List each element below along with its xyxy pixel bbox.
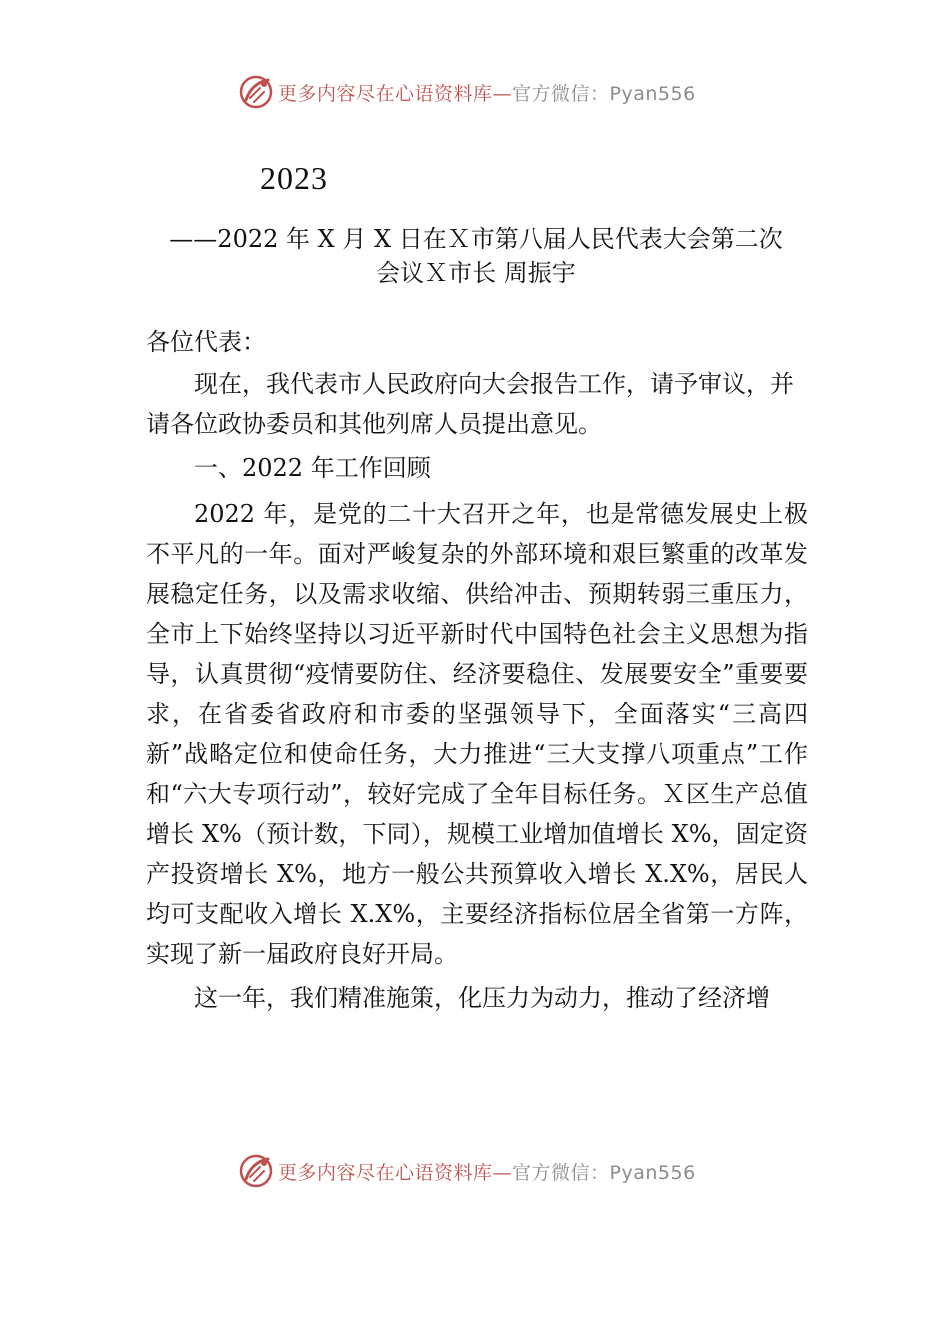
section-heading: 一、2022 年工作回顾 — [194, 454, 431, 482]
watermark-wechat-id: Pyan556 — [609, 82, 696, 105]
watermark-text — [278, 1158, 696, 1185]
watermark-brand: 更多内容尽在心语资料库 — [278, 82, 493, 105]
watermark-footer — [238, 1151, 758, 1191]
last-paragraph: 这一年，我们精准施策，化压力为动力，推动了经济增 — [194, 984, 770, 1012]
watermark-official-label: 官方微信： — [512, 82, 610, 105]
main-paragraph: 2022 年，是党的二十大召开之年，也是常德发展史上极不平凡的一年。面对严峻复杂的外部环境和艰巨繁重的改革发展稳定任务，以及需求收缩、供给冲击、预期转弱三重压力，全市上下始终坚持以习近平新时代中国特色社会主义思想为指导，认真贯彻“疫情要防住、经济要稳住、发展要安全”重要要求，在省委省政府和市委的坚强领导下，全面落实“三高四新”战略定位和使命任务，大力推进“三大支撑八项重点”工作和“六大专项行动”，较好完成了全年目标任务。Ｘ区生产总值增长 X%（预计数，下同），规模工业增加值增长 X%，固定资产投资增长 X%，地方一般公共预算收入增长 X.X%，居民人均可支配收入增长 X.X%，主要经济指标位居全省第一方阵，实现了新一届政府良好开局。 — [146, 500, 808, 968]
watermark-header — [238, 72, 758, 112]
intro-paragraph: 现在，我代表市人民政府向大会报告工作，请予审议，并请各位政协委员和其他列席人员提出意见。 — [146, 370, 794, 438]
salutation: 各位代表： — [146, 328, 266, 356]
watermark-official-label: 官方微信： — [512, 1161, 610, 1184]
brand-logo-icon — [238, 74, 274, 110]
brand-logo-icon — [238, 1153, 274, 1189]
document-year-title: 2023 — [260, 160, 328, 196]
subtitle-line-1: ——2022 年 X 月 X 日在Ｘ市第八届人民代表大会第二次 — [169, 225, 783, 253]
watermark-dash: — — [492, 82, 513, 105]
watermark-brand: 更多内容尽在心语资料库 — [278, 1161, 493, 1184]
watermark-text — [278, 79, 696, 106]
document-body — [146, 322, 808, 1018]
document-subtitle — [146, 222, 806, 290]
subtitle-line-2: 会议Ｘ市长 周振宇 — [376, 259, 576, 287]
watermark-dash: — — [492, 1161, 513, 1184]
watermark-wechat-id: Pyan556 — [609, 1161, 696, 1184]
